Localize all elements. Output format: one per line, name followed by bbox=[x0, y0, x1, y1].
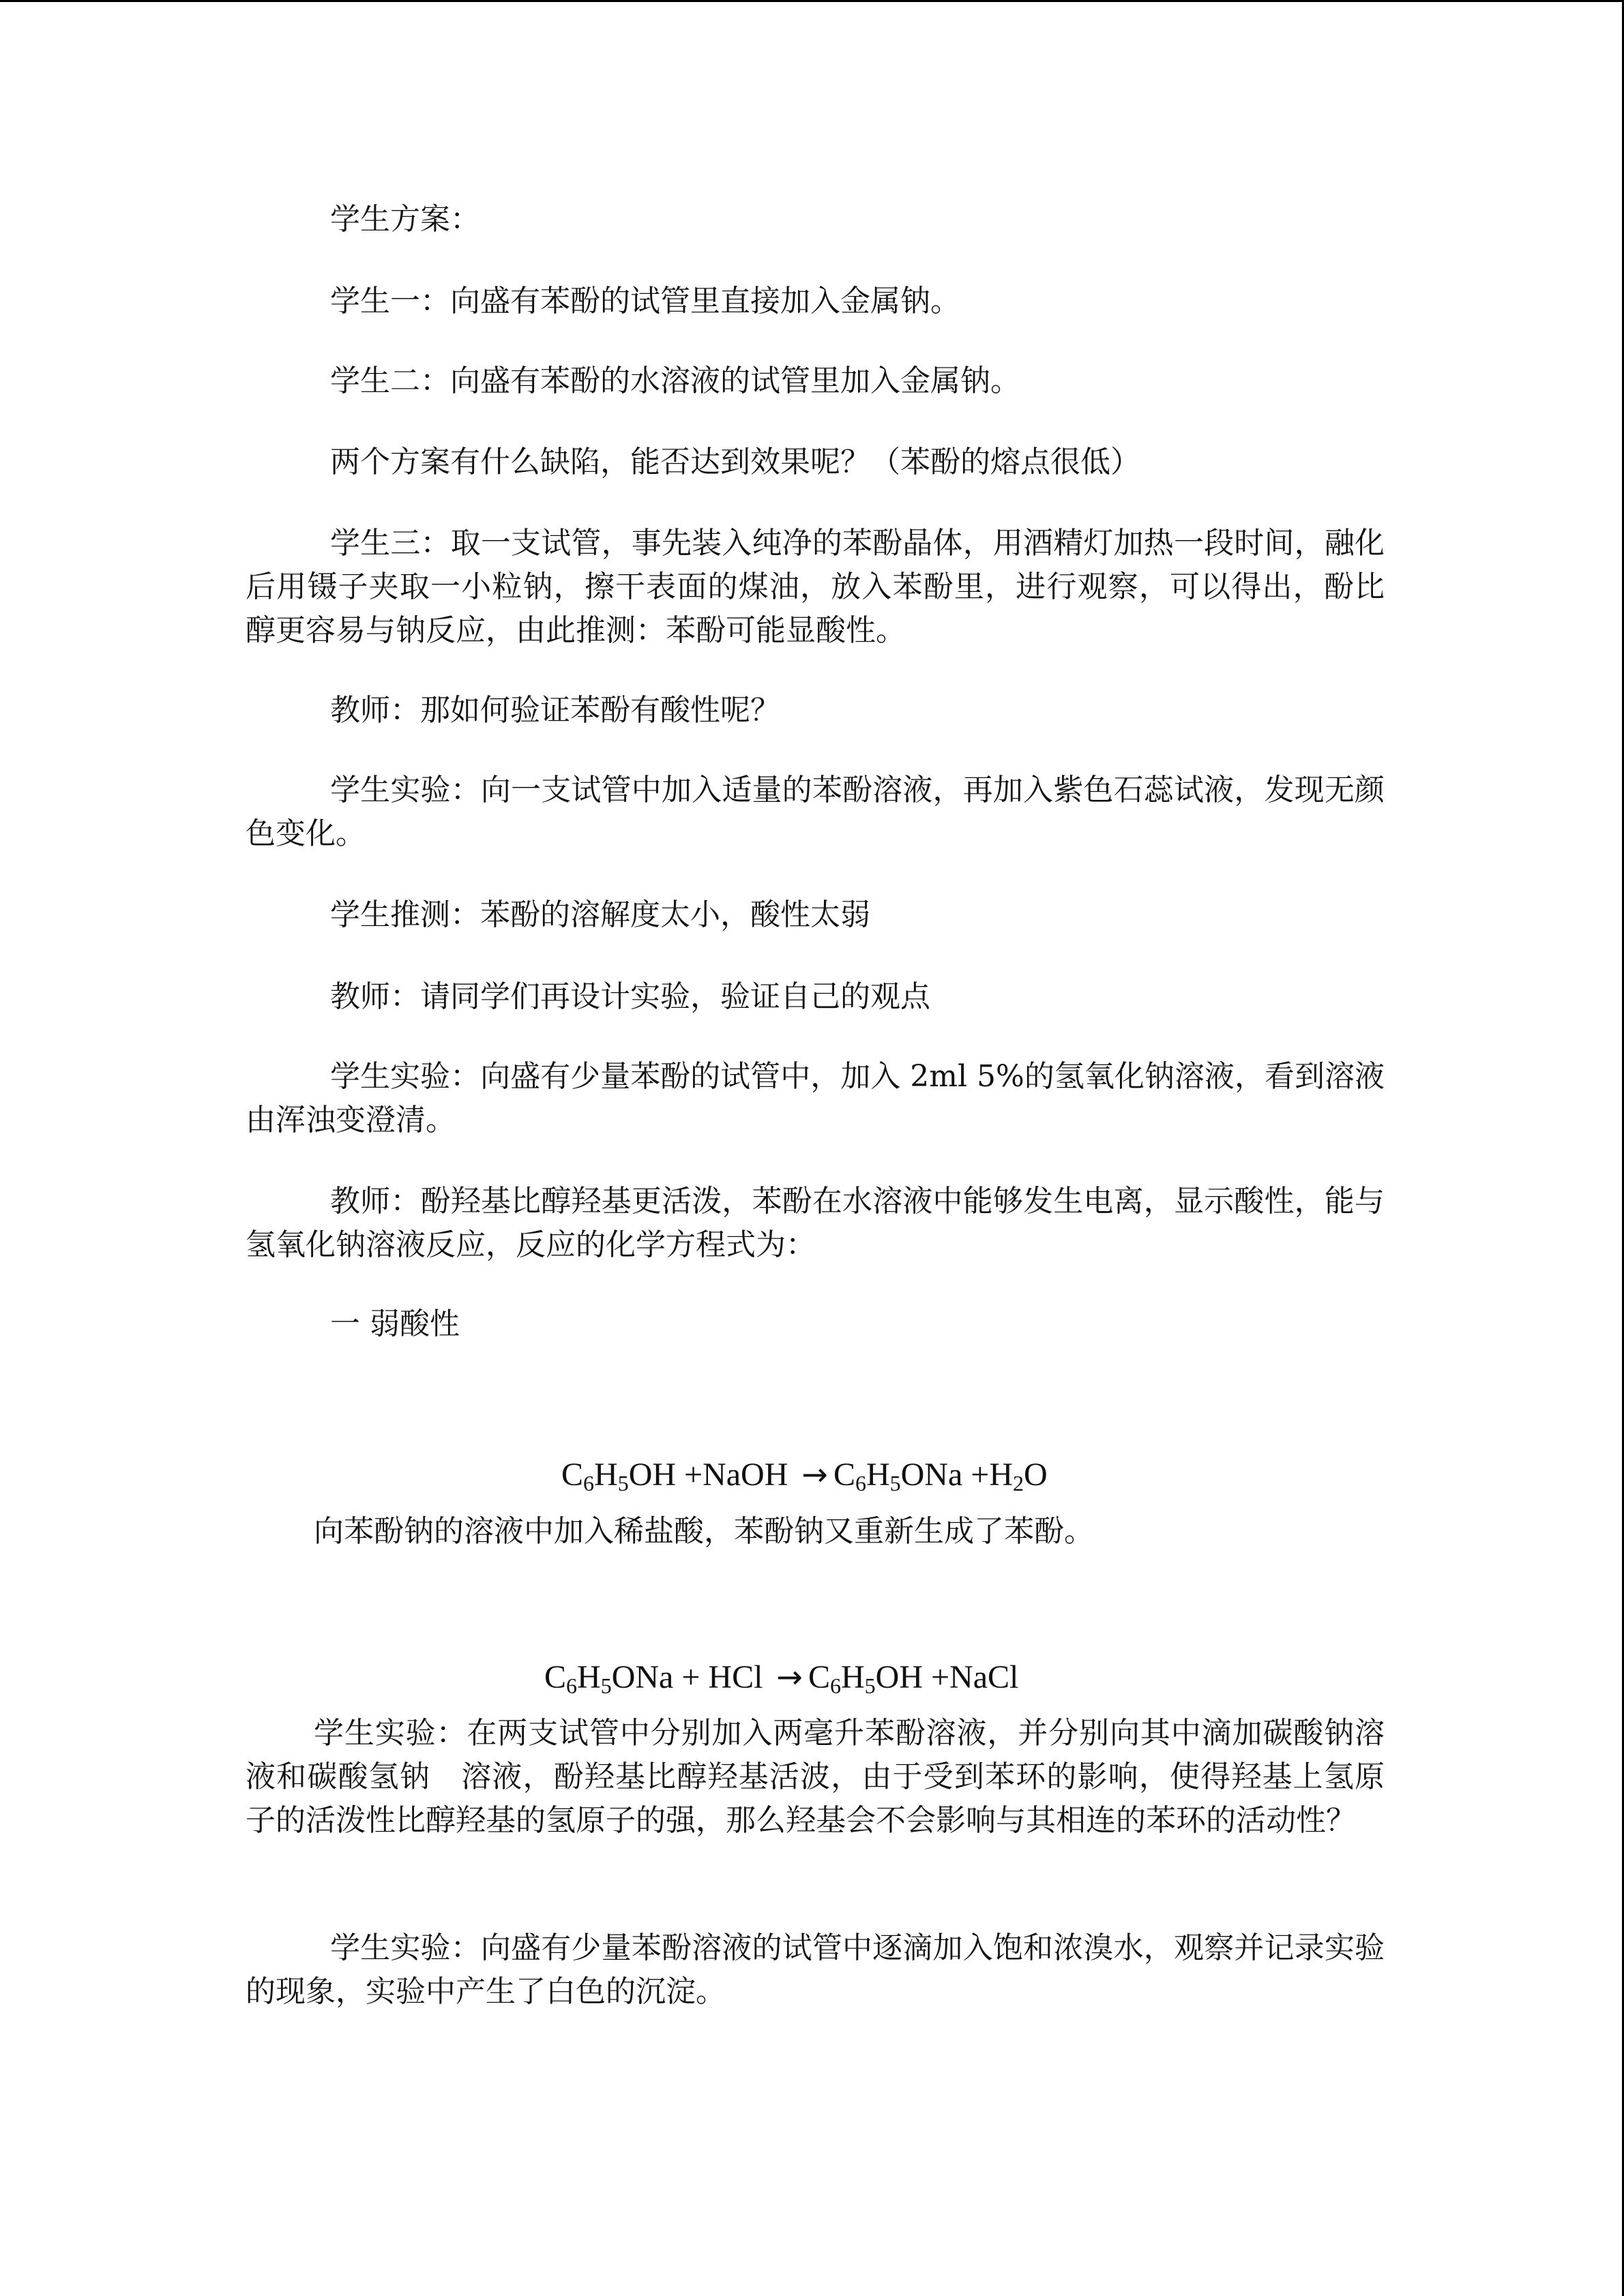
eq1-sub: 5 bbox=[617, 1471, 629, 1495]
paragraph-teacher-design: 教师：请同学们再设计实验，验证自己的观点 bbox=[330, 979, 930, 1014]
paragraph-student-plan: 学生方案： bbox=[330, 202, 480, 237]
eq1-sub: 2 bbox=[1013, 1471, 1024, 1495]
eq2-hcl: + HCl bbox=[673, 1659, 771, 1695]
eq2-sub: 5 bbox=[864, 1673, 876, 1698]
eq1-naoh: +NaOH bbox=[676, 1457, 797, 1493]
eq1-c: C bbox=[561, 1457, 584, 1493]
eq1-h: H bbox=[594, 1457, 618, 1493]
paragraph-student-two: 学生二：向盛有苯酚的水溶液的试管里加入金属钠。 bbox=[330, 363, 1020, 398]
eq1-sub: 5 bbox=[889, 1471, 901, 1495]
eq1-sub: 6 bbox=[583, 1471, 595, 1495]
paragraph-teacher-question: 教师：那如何验证苯酚有酸性呢？ bbox=[330, 693, 780, 728]
paragraph-student-guess: 学生推测：苯酚的溶解度太小，酸性太弱 bbox=[330, 897, 870, 932]
eq1-h: H bbox=[866, 1457, 890, 1493]
arrow-icon: → bbox=[776, 1658, 803, 1695]
eq2-sub: 6 bbox=[566, 1673, 578, 1698]
eq1-c: C bbox=[833, 1457, 855, 1493]
paragraph-question: 两个方案有什么缺陷，能否达到效果呢？（苯酚的熔点很低） bbox=[330, 445, 1140, 479]
paragraph-student-three: 学生三：取一支试管，事先装入纯净的苯酚晶体，用酒精灯加热一段时间，融化后用镊子夹取一小粒钠，擦干表面的煤油，放入苯酚里，进行观察，可以得出，酚比醇更容易与钠反应，由此推测：苯酚可能显酸性。 bbox=[246, 526, 1385, 648]
eq1-o: O bbox=[1024, 1457, 1048, 1493]
paragraph-experiment-naoh: 学生实验：向盛有少量苯酚的试管中，加入 2ml 5%的氢氧化钠溶液，看到溶液由浑浊变澄清。 bbox=[246, 1059, 1385, 1137]
eq1-h2o: +H bbox=[962, 1457, 1013, 1493]
paragraph-student-one: 学生一：向盛有苯酚的试管里直接加入金属钠。 bbox=[330, 284, 960, 318]
paragraph-add-hcl: 向苯酚钠的溶液中加入稀盐酸，苯酚钠又重新生成了苯酚。 bbox=[314, 1514, 1094, 1549]
eq2-c: C bbox=[544, 1659, 567, 1695]
paragraph-teacher-explain: 教师：酚羟基比醇羟基更活泼，苯酚在水溶液中能够发生电离，显示酸性，能与氢氧化钠溶液反应，反应的化学方程式为： bbox=[246, 1184, 1385, 1262]
eq2-sub: 6 bbox=[829, 1673, 841, 1698]
paragraph-experiment-litmus: 学生实验：向一支试管中加入适量的苯酚溶液，再加入紫色石蕊试液，发现无颜色变化。 bbox=[246, 773, 1385, 851]
section-heading-weak-acid: 一 弱酸性 bbox=[330, 1307, 460, 1341]
eq2-ona: ONa bbox=[611, 1659, 674, 1695]
eq1-sub: 6 bbox=[855, 1471, 866, 1495]
eq1-oh: OH bbox=[628, 1457, 677, 1493]
arrow-icon: → bbox=[801, 1456, 828, 1493]
paragraph-experiment-bromine: 学生实验：向盛有少量苯酚溶液的试管中逐滴加入饱和浓溴水，观察并记录实验的现象，实验中产生了白色的沉淀。 bbox=[246, 1930, 1385, 2009]
eq2-h: H bbox=[840, 1659, 865, 1695]
eq2-c: C bbox=[808, 1659, 830, 1695]
eq1-ona: ONa bbox=[900, 1457, 963, 1493]
eq2-sub: 5 bbox=[600, 1673, 612, 1698]
eq2-nacl: +NaCl bbox=[922, 1659, 1019, 1695]
paragraph-experiment-carbonate: 学生实验：在两支试管中分别加入两毫升苯酚溶液，并分别向其中滴加碳酸钠溶液和碳酸氢钠 溶液，酚羟基比醇羟基活波，由于受到苯环的影响，使得羟基上氢原子的活泼性比醇羟基的氢原子的强，那么羟基会不会影响与其相连的苯环的活动性？ bbox=[246, 1716, 1385, 1838]
eq2-h: H bbox=[577, 1659, 601, 1695]
page-border-top bbox=[0, 0, 1624, 2]
eq2-oh: OH bbox=[875, 1659, 923, 1695]
